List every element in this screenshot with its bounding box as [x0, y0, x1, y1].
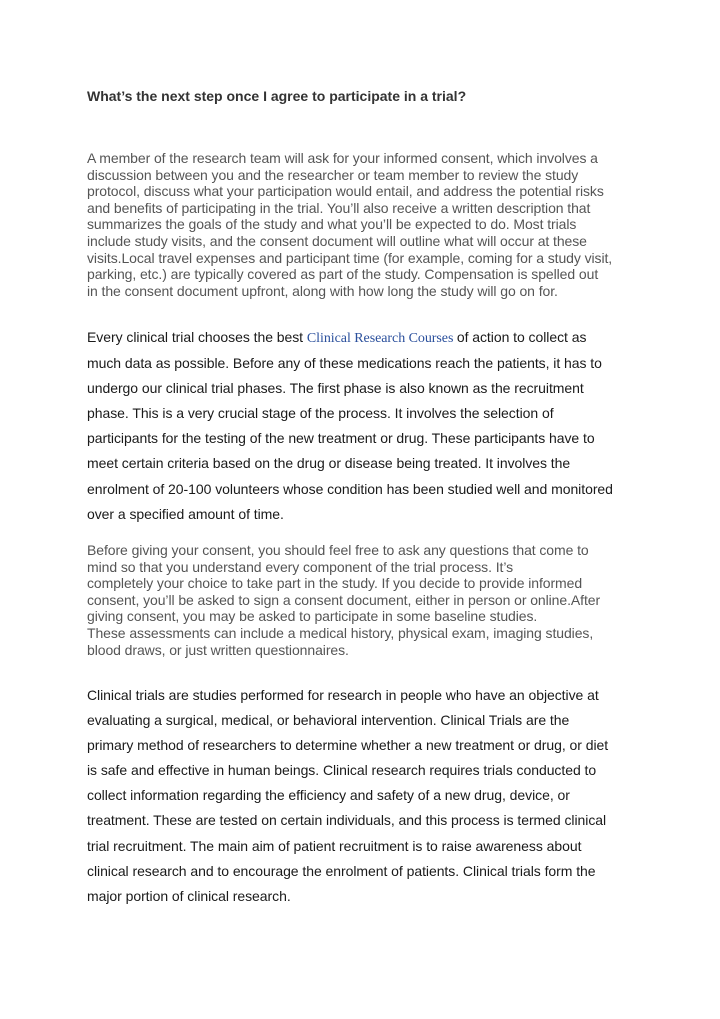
- paragraph-line: summarizes the goals of the study and what you’ll be expected to do. Most trials: [87, 216, 577, 233]
- paragraph-line: mind so that you understand every component of the trial process. It’s: [87, 558, 514, 575]
- paragraph-clinical-trials-definition: [87, 683, 608, 909]
- paragraph-clinical-trial-phases: [87, 325, 613, 527]
- paragraph-line: parking, etc.) are typically covered as part of the study. Compensation is spelled out: [87, 266, 599, 283]
- paragraph-line: consent, you’ll be asked to sign a consent document, either in person or online.After: [87, 591, 601, 608]
- paragraph-line: much data as possible. Before any of these medications reach the patients, it has to: [87, 355, 602, 372]
- paragraph-line: over a specified amount of time.: [87, 505, 284, 522]
- paragraph-line: is safe and effective in human beings. Clinical research requires trials conducted to: [87, 762, 597, 779]
- paragraph-informed-consent: [87, 150, 612, 299]
- paragraph-line: include study visits, and the consent document will outline what will occur at these: [87, 232, 587, 249]
- paragraph-line: visits.Local travel expenses and participant time (for example, coming for a study visit,: [87, 249, 613, 266]
- paragraph-line: major portion of clinical research.: [87, 887, 291, 904]
- paragraph-line: discussion between you and the researcher or team member to review the study: [87, 166, 579, 183]
- paragraph-line: giving consent, you may be asked to participate in some baseline studies.: [87, 608, 538, 625]
- paragraph-line: trial recruitment. The main aim of patient recruitment is to raise awareness about: [87, 837, 582, 854]
- paragraph-line: enrolment of 20-100 volunteers whose condition has been studied well and monitored: [87, 480, 613, 497]
- paragraph-line: meet certain criteria based on the drug or disease being treated. It involves the: [87, 455, 571, 472]
- paragraph-line: Clinical trials are studies performed for research in people who have an objective at: [87, 687, 599, 703]
- paragraph-line: completely your choice to take part in the study. If you decide to provide informed: [87, 575, 583, 592]
- paragraph-line: phase. This is a very crucial stage of the process. It involves the selection of: [87, 405, 554, 422]
- section-heading: What’s the next step once I agree to participate in a trial?: [87, 88, 467, 104]
- paragraph-line: blood draws, or just written questionnaires.: [87, 641, 349, 658]
- line-text-after-link: of action to collect as: [456, 329, 587, 345]
- paragraph-line: in the consent document upfront, along with how long the study will go on for.: [87, 282, 558, 299]
- paragraph-line: undergo our clinical trial phases. The first phase is also known as the recruitment: [87, 380, 584, 397]
- paragraph-line: [87, 325, 613, 351]
- paragraph-line: A member of the research team will ask for your informed consent, which involves a: [87, 150, 598, 166]
- paragraph-line: These assessments can include a medical history, physical exam, imaging studies,: [87, 624, 594, 641]
- paragraph-line: evaluating a surgical, medical, or behavioral intervention. Clinical Trials are the: [87, 712, 570, 729]
- line-text-before-link: Every clinical trial chooses the best: [87, 329, 307, 345]
- paragraph-line: clinical research and to encourage the enrolment of patients. Clinical trials form the: [87, 862, 596, 879]
- paragraph-line: collect information regarding the efficiency and safety of a new drug, device, or: [87, 787, 570, 804]
- paragraph-line: Before giving your consent, you should feel free to ask any questions that come to: [87, 542, 589, 558]
- paragraph-line: protocol, discuss what your participation would entail, and address the potential risks: [87, 183, 604, 200]
- clinical-research-courses-link[interactable]: Clinical Research Courses: [306, 331, 457, 346]
- paragraph-before-consent: [87, 542, 600, 658]
- paragraph-line: participants for the testing of the new treatment or drug. These participants have to: [87, 430, 595, 447]
- paragraph-line: primary method of researchers to determine whether a new treatment or drug, or diet: [87, 737, 609, 754]
- paragraph-line: and benefits of participating in the trial. You’ll also receive a written description that: [87, 199, 591, 216]
- paragraph-line: treatment. These are tested on certain individuals, and this process is termed clinical: [87, 812, 607, 829]
